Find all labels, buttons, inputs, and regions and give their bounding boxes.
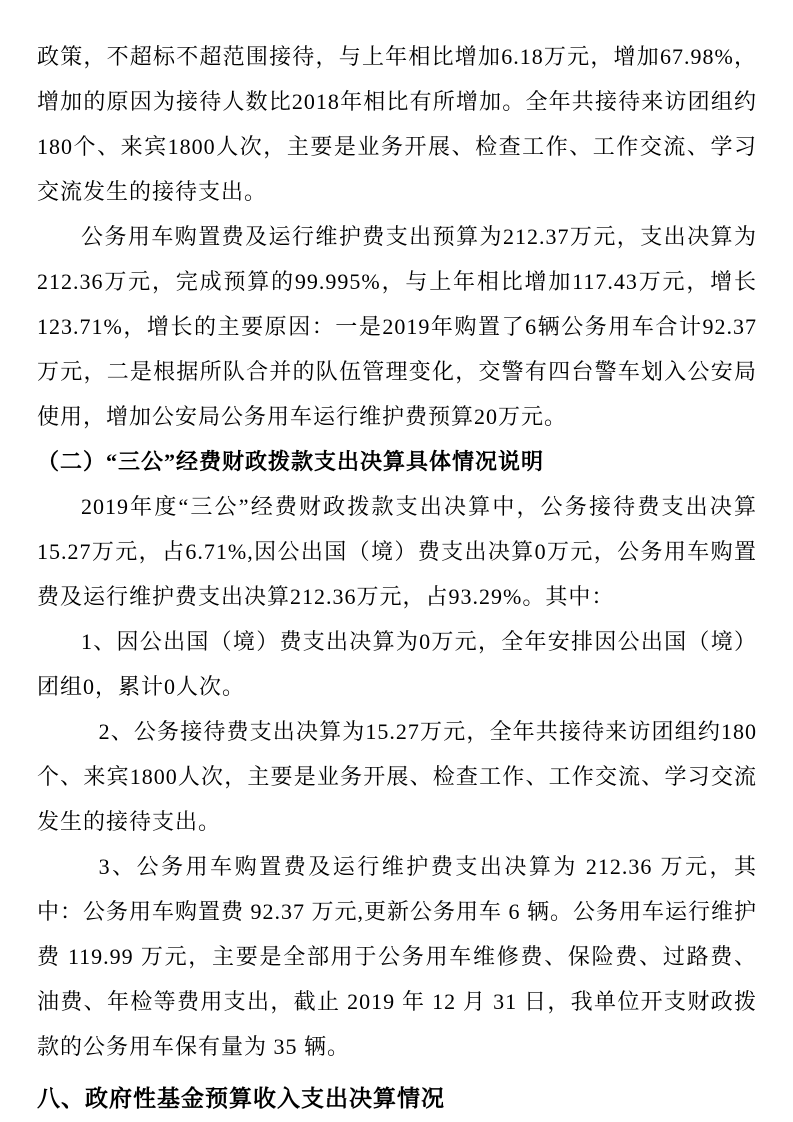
paragraph-sangong-overview: 2019年度“三公”经费财政拨款支出决算中，公务接待费支出决算15.27万元，占6.71%,因公出国（境）费支出决算0万元，公务用车购置费及运行维护费支出决算212.36万元，占93.29%。其中： (37, 494, 757, 609)
section-heading-government-fund: 八、政府性基金预算收入支出决算情况 (37, 1085, 445, 1111)
section-heading-sangong-detail: （二）“三公”经费财政拨款支出决算具体情况说明 (37, 449, 545, 474)
paragraph-vehicle-budget: 公务用车购置费及运行维护费支出预算为212.37万元，支出决算为212.36万元，完成预算的99.995%，与上年相比增加117.43万元，增长123.71%，增长的主要原因：一是2019年购置了6辆公务用车合计92.37万元，二是根据所队合并的队伍管理变化，交警有四台警车划入公安局使用，增加公安局公务用车运行维护费预算20万元。 (37, 224, 757, 429)
paragraph-item3-vehicle-expense: 3、公务用车购置费及运行维护费支出决算为 212.36 万元，其中：公务用车购置费 92.37 万元,更新公务用车 6 辆。公务用车运行维护费 119.99 万元，主要是全部用于公务用车维修费、保险费、过路费、油费、年检等费用支出，截止 2019 年 12 月 31 日，我单位开支财政拨款的公务用车保有量为 35 辆。 (37, 854, 758, 1059)
paragraph-reception-policy-continued: 政策，不超标不超范围接待，与上年相比增加6.18万元，增加67.98%，增加的原因为接待人数比2018年相比有所增加。全年共接待来访团组约180个、来宾1800人次，主要是业务开展、检查工作、工作交流、学习交流发生的接待支出。 (37, 44, 758, 204)
paragraph-item2-reception-expense: 2、公务接待费支出决算为15.27万元，全年共接待来访团组约180个、来宾1800人次，主要是业务开展、检查工作、工作交流、学习交流发生的接待支出。 (37, 719, 757, 834)
paragraph-item1-abroad-expense: 1、因公出国（境）费支出决算为0万元，全年安排因公出国（境）团组0，累计0人次。 (37, 629, 757, 699)
